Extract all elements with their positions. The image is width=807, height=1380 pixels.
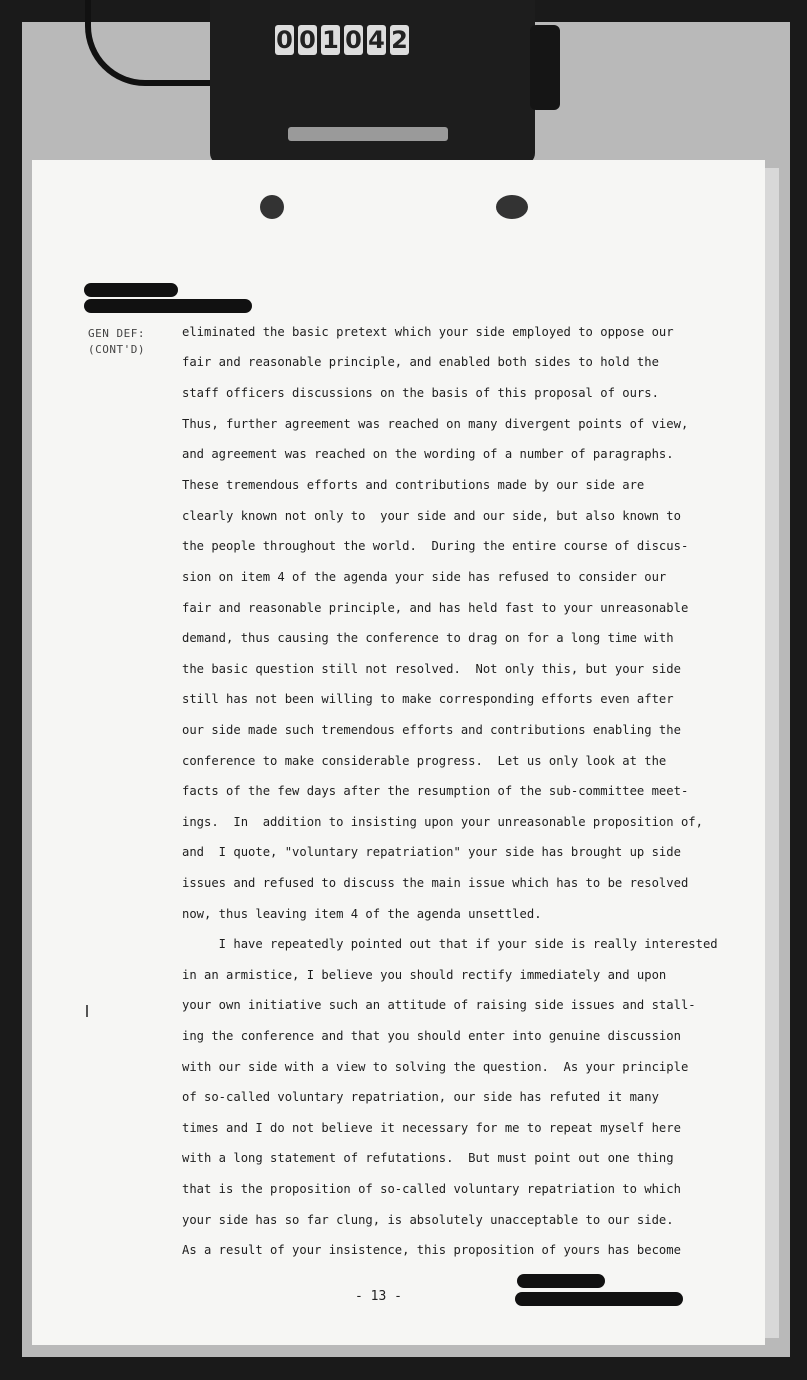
counter-knob: [530, 25, 560, 110]
text-line: fair and reasonable principle, and enabled both sides to hold the: [182, 355, 659, 369]
counter-digit: 2: [391, 26, 408, 54]
margin-note-line: GEN DEF:: [88, 327, 145, 340]
text-line: the basic question still not resolved. Not only this, but your side: [182, 662, 681, 676]
text-line: clearly known not only to your side and our side, but also known to: [182, 509, 681, 523]
text-line: the people throughout the world. During the entire course of discus-: [182, 539, 689, 553]
text-line: As a result of your insistence, this proposition of yours has become: [182, 1243, 681, 1257]
text-line: conference to make considerable progress. Let us only look at the: [182, 754, 667, 768]
page-edge: [765, 168, 779, 1338]
text-line: now, thus leaving item 4 of the agenda unsettled.: [182, 907, 542, 921]
counter-digit: 0: [276, 26, 293, 54]
margin-note-line: (CONT'D): [88, 343, 145, 356]
text-line: These tremendous efforts and contributions made by our side are: [182, 478, 645, 492]
counter-digit: 1: [322, 26, 339, 54]
text-line: still has not been willing to make corresponding efforts even after: [182, 692, 674, 706]
text-line: Thus, further agreement was reached on many divergent points of view,: [182, 417, 689, 431]
punch-hole: [496, 195, 528, 219]
text-line: staff officers discussions on the basis of this proposal of ours.: [182, 386, 659, 400]
text-line: with a long statement of refutations. But must point out one thing: [182, 1151, 674, 1165]
text-line: demand, thus causing the conference to drag on for a long time with: [182, 631, 674, 645]
text-line: with our side with a view to solving the question. As your principle: [182, 1060, 689, 1074]
text-line: our side made such tremendous efforts and contributions enabling the: [182, 723, 681, 737]
page-number: - 13 -: [355, 1289, 402, 1304]
counter-slot: [288, 127, 448, 141]
counter-digit: 0: [345, 26, 362, 54]
text-line: in an armistice, I believe you should rectify immediately and upon: [182, 968, 667, 982]
text-line: of so-called voluntary repatriation, our side has refuted it many: [182, 1090, 659, 1104]
redaction-bar: [84, 283, 178, 297]
text-line: your own initiative such an attitude of raising side issues and stall-: [182, 998, 696, 1012]
redaction-bar: [515, 1292, 683, 1306]
text-line: and I quote, "voluntary repatriation" your side has brought up side: [182, 845, 681, 859]
text-line: your side has so far clung, is absolutely unacceptable to our side.: [182, 1213, 674, 1227]
text-line: ing the conference and that you should enter into genuine discussion: [182, 1029, 681, 1043]
frame-counter-device: [210, 0, 535, 165]
text-line: times and I do not believe it necessary for me to repeat myself here: [182, 1121, 681, 1135]
text-line: I have repeatedly pointed out that if your side is really interested: [182, 937, 718, 951]
margin-note: [88, 326, 145, 358]
text-line: issues and refused to discuss the main issue which has to be resolved: [182, 876, 689, 890]
margin-mark: [86, 1005, 88, 1017]
text-line: ings. In addition to insisting upon your unreasonable proposition of,: [182, 815, 703, 829]
text-line: sion on item 4 of the agenda your side has refused to consider our: [182, 570, 667, 584]
text-line: fair and reasonable principle, and has held fast to your unreasonable: [182, 601, 689, 615]
counter-digit: 4: [368, 26, 385, 54]
redaction-bar: [84, 299, 252, 313]
text-line: and agreement was reached on the wording of a number of paragraphs.: [182, 447, 674, 461]
text-line: eliminated the basic pretext which your side employed to oppose our: [182, 325, 674, 339]
text-line: that is the proposition of so-called voluntary repatriation to which: [182, 1182, 681, 1196]
punch-hole: [260, 195, 284, 219]
text-line: facts of the few days after the resumption of the sub-committee meet-: [182, 784, 689, 798]
redaction-bar: [517, 1274, 605, 1288]
counter-digit: 0: [299, 26, 316, 54]
frame-counter-digits: [275, 25, 409, 55]
